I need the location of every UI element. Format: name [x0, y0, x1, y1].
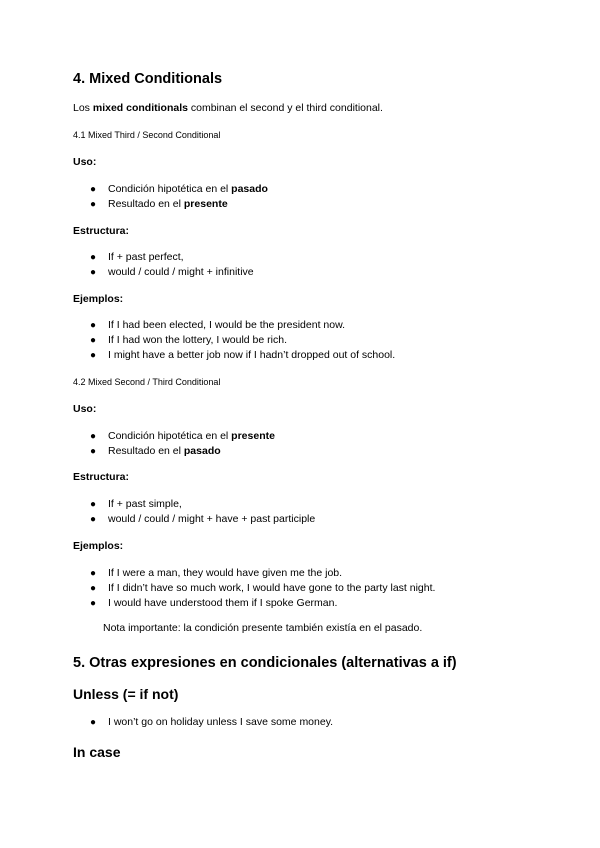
sub2-uso-list	[73, 429, 275, 459]
item-text: If + past simple,	[108, 498, 182, 510]
list-item	[73, 250, 254, 265]
item-text: I would have understood them if I spoke German.	[108, 597, 338, 609]
item-text: If I had been elected, I would be the president now.	[108, 319, 345, 331]
bullet-icon: ●	[90, 267, 97, 278]
sub1-estructura-label: Estructura:	[73, 225, 130, 237]
intro-text-bold: mixed conditionals	[92, 102, 188, 114]
item-text: If I had won the lottery, I would be rich.	[108, 334, 287, 346]
bullet-icon: ●	[90, 568, 97, 579]
item-text: I won’t go on holiday unless I save some money.	[108, 716, 334, 728]
item-text: Resultado en el	[108, 445, 184, 457]
item-text: would / could / might + infinitive	[108, 266, 254, 278]
item-text: If I didn’t have so much work, I would have gone to the party last night.	[108, 582, 436, 594]
list-item	[73, 182, 268, 197]
list-item	[73, 197, 268, 212]
list-item	[73, 715, 333, 730]
intro-text-pre: Los	[73, 102, 93, 114]
item-text: Condición hipotética en el	[108, 430, 232, 442]
list-item	[73, 265, 254, 280]
item-bold: presente	[183, 198, 228, 210]
sub2-ejemplos-list	[73, 566, 435, 611]
sub1-ejemplos-list	[73, 318, 395, 363]
in-case-heading: In case	[73, 744, 121, 760]
section-5-title: 5. Otras expresiones en condicionales (alternativas a if)	[73, 655, 457, 671]
bullet-icon: ●	[90, 320, 97, 331]
sub1-estructura-list	[73, 250, 254, 280]
bullet-icon: ●	[90, 252, 97, 263]
list-item	[73, 318, 395, 333]
sub2-ejemplos-label: Ejemplos:	[73, 540, 124, 552]
list-item	[73, 444, 275, 459]
list-item	[73, 348, 395, 363]
item-text: Resultado en el	[108, 198, 184, 210]
item-text: I might have a better job now if I hadn’t dropped out of school.	[108, 349, 396, 361]
bullet-icon: ●	[90, 446, 97, 457]
intro-text-post: combinan el second y el third conditional.	[187, 102, 383, 114]
list-item	[73, 581, 435, 596]
bullet-icon: ●	[90, 514, 97, 525]
sub2-estructura-label: Estructura:	[73, 471, 130, 483]
list-item	[73, 333, 395, 348]
subsection-4-1-heading: 4.1 Mixed Third / Second Conditional	[73, 130, 221, 140]
bullet-icon: ●	[90, 199, 97, 210]
item-bold: presente	[231, 430, 275, 442]
bullet-icon: ●	[90, 499, 97, 510]
important-note: Nota importante: la condición presente también existía en el pasado.	[103, 622, 423, 634]
item-text: If + past perfect,	[108, 251, 184, 263]
item-text: If I were a man, they would have given me the job.	[108, 567, 343, 579]
sub2-estructura-list	[73, 497, 315, 527]
unless-list	[73, 715, 333, 730]
bullet-icon: ●	[90, 583, 97, 594]
bullet-icon: ●	[90, 431, 97, 442]
list-item	[73, 566, 435, 581]
bullet-icon: ●	[90, 717, 97, 728]
sub1-uso-label: Uso:	[73, 156, 97, 168]
sub1-ejemplos-label: Ejemplos:	[73, 293, 124, 305]
sub2-uso-label: Uso:	[73, 403, 97, 415]
bullet-icon: ●	[90, 335, 97, 346]
subsection-4-2-heading: 4.2 Mixed Second / Third Conditional	[73, 377, 221, 387]
list-item	[73, 596, 435, 611]
unless-heading: Unless (= if not)	[73, 686, 179, 702]
item-text: Condición hipotética en el	[108, 183, 232, 195]
list-item	[73, 512, 315, 527]
bullet-icon: ●	[90, 598, 97, 609]
list-item	[73, 497, 315, 512]
bullet-icon: ●	[90, 184, 97, 195]
list-item	[73, 429, 275, 444]
item-bold: pasado	[183, 445, 221, 457]
item-bold: pasado	[231, 183, 268, 195]
section-4-intro	[73, 102, 383, 114]
section-4-title: 4. Mixed Conditionals	[73, 71, 223, 87]
sub1-uso-list	[73, 182, 268, 212]
item-text: would / could / might + have + past participle	[108, 513, 316, 525]
bullet-icon: ●	[90, 350, 97, 361]
